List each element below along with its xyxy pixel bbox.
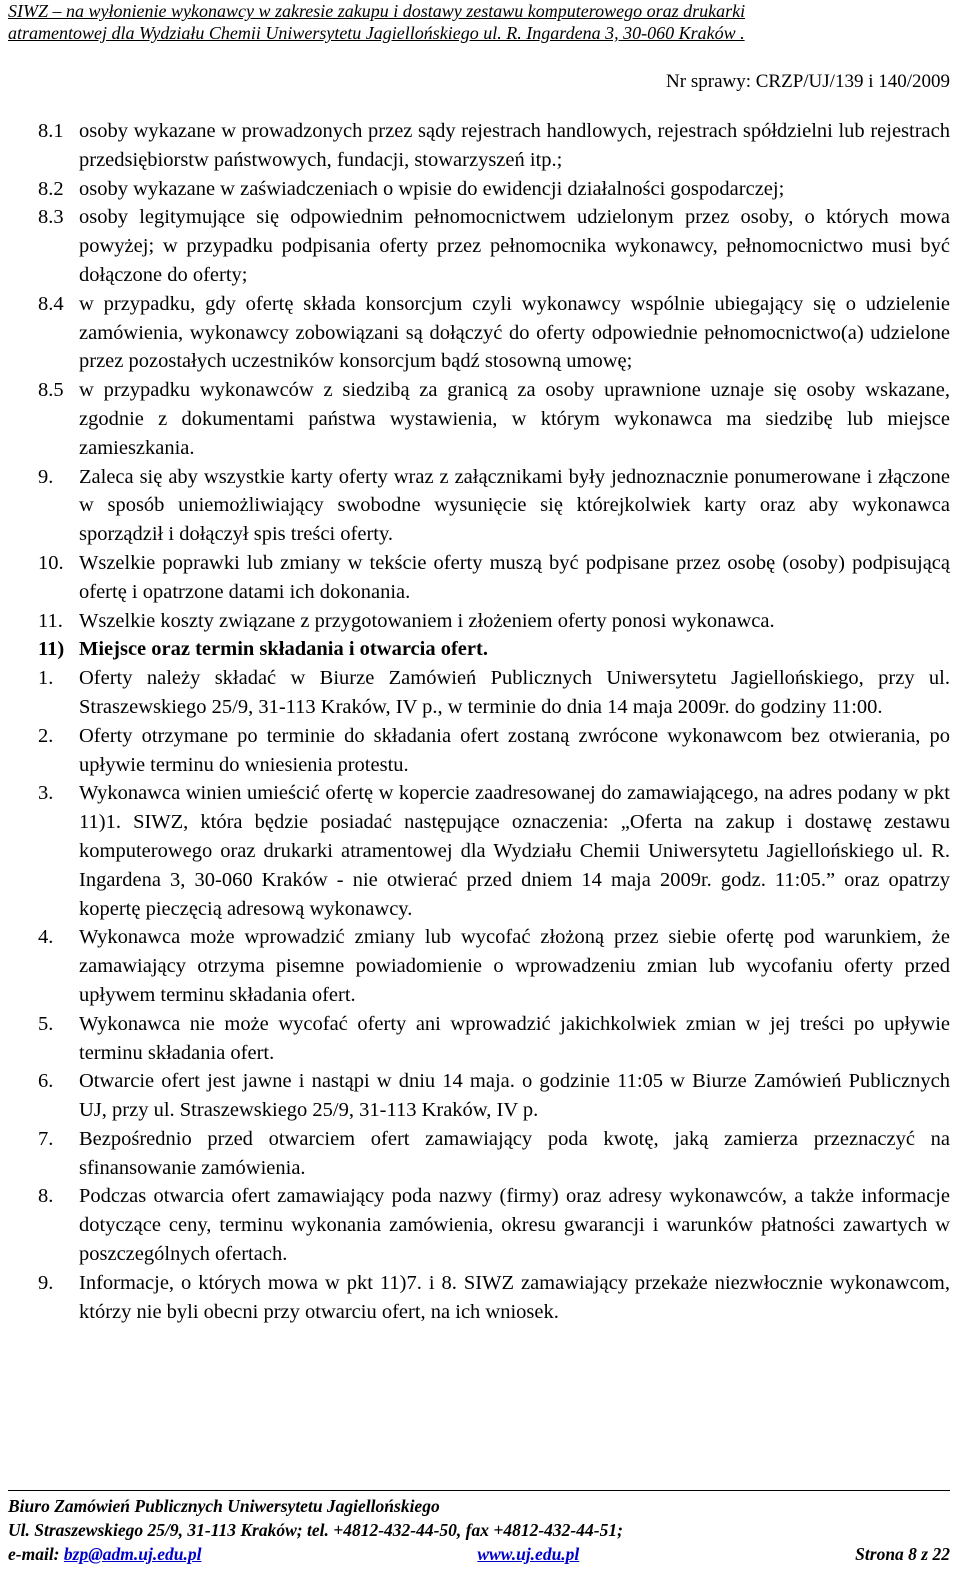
list-item: 7. Bezpośrednio przed otwarciem ofert zamawiający poda kwotę, jaką zamierza przeznaczyć na sfinansowanie zamówienia. <box>38 1127 950 1179</box>
list-item: 11. Wszelkie koszty związane z przygotowaniem i złożeniem oferty ponosi wykonawca. <box>38 609 775 632</box>
list-item: 10. Wszelkie poprawki lub zmiany w tekście oferty muszą być podpisane przez osobę (osoby) podpisującą ofertę i opatrzone datami ich dokonania. <box>38 551 950 603</box>
email-link[interactable]: bzp@adm.uj.edu.pl <box>63 1544 202 1564</box>
list-item: 5. Wykonawca nie może wycofać oferty ani wprowadzić jakichkolwiek zmian w jej treści po upływie terminu składania ofert. <box>38 1012 950 1064</box>
list-item: 8.4 w przypadku, gdy ofertę składa konsorcjum czyli wykonawcy wspólnie ubiegający się o udzielenie zamówienia, wykonawcy zobowiązani są dołączyć do oferty odpowiednie pełnomocnictwo(a) udzielone przez pozostałych uczestników konsorcjum bądź stosowną umowę; <box>38 292 950 373</box>
list-item: 3. Wykonawca winien umieścić ofertę w kopercie zaadresowanej do zamawiającego, na adres podany w pkt 11)1. SIWZ, która będzie posiadać następujące oznaczenia: „Oferta na zakup i dostawę zestawu komputerowego oraz drukarki atramentowej dla Wydziału Chemii Uniwersytetu Jagiellońskiego ul. R. Ingardena 3, 30-060 Kraków - nie otwierać przed dniem 14 maja 2009r. godz. 11:05.” oraz opatrzy kopertę pieczęcią adresową wykonawcy. <box>38 782 950 920</box>
list-item: 2. Oferty otrzymane po terminie do składania ofert zostaną zwrócone wykonawcom bez otwierania, po upływie terminu do wniesienia protestu. <box>38 724 950 776</box>
list-item: 4. Wykonawca może wprowadzić zmiany lub wycofać złożoną przez siebie ofertę pod warunkiem, że zamawiający otrzyma pisemne powiadomienie o wprowadzeniu zmian lub wycofaniu oferty przed upływem terminu składania ofert. <box>38 926 950 1006</box>
section-heading: 11) Miejsce oraz termin składania i otwarcia ofert. <box>38 638 488 661</box>
page-footer <box>8 1490 950 1566</box>
footer-office-name: Biuro Zamówień Publicznych Uniwersytetu Jagiellońskiego <box>8 1496 440 1516</box>
list-item: 9. Zaleca się aby wszystkie karty oferty wraz z załącznikami były jednoznacznie ponumerowane i złączone w sposób uniemożliwiający swobodne wysunięcie się którejkolwiek karty oraz aby wykonawca sporządził i dołączył spis treści oferty. <box>38 465 950 546</box>
footer-email-label: e-mail: <box>8 1544 60 1564</box>
list-item: 8.5 w przypadku wykonawców z siedzibą za granicą za osoby uprawnione uznaje się osoby wskazane, zgodnie z dokumentami państwa wystawienia, w którym wykonawca ma siedzibę lub miejsce zamieszkania. <box>38 379 950 459</box>
footer-address: Ul. Straszewskiego 25/9, 31-113 Kraków; tel. +4812-432-44-50, fax +4812-432-44-51; <box>8 1520 623 1540</box>
list-item: 8.3 osoby legitymujące się odpowiednim pełnomocnictwem udzielonym przez osoby, o których mowa powyżej; w przypadku podpisania oferty przez pełnomocnika wykonawcy, pełnomocnictwo musi być dołączone do oferty; <box>38 206 950 286</box>
list-item: 9. Informacje, o których mowa w pkt 11)7. i 8. SIWZ zamawiający przekaże niezwłocznie wykonawcom, którzy nie byli obecni przy otwarciu ofert, na ich wniosek. <box>38 1271 950 1323</box>
list-item: 1. Oferty należy składać w Biurze Zamówień Publicznych Uniwersytetu Jagiellońskiego, przy ul. Straszewskiego 25/9, 31-113 Kraków, IV p., w terminie do dnia 14 maja 2009r. do godziny 11:00. <box>38 667 950 718</box>
list-item: 8. Podczas otwarcia ofert zamawiający poda nazwy (firmy) oraz adresy wykonawców, a także informacje dotyczące ceny, terminu wykonania zamówienia, okresu gwarancji i warunków płatności zawartych w poszczególnych ofertach. <box>38 1185 950 1266</box>
header-line-2: atramentowej dla Wydziału Chemii Uniwersytetu Jagiellońskiego ul. R. Ingardena 3, 30-060 Kraków . <box>8 23 745 43</box>
header-line-1: SIWZ – na wyłonienie wykonawcy w zakresie zakupu i dostawy zestawu komputerowego oraz drukarki <box>8 1 746 21</box>
running-header <box>8 0 952 44</box>
document-body <box>38 117 950 1326</box>
case-number: Nr sprawy: CRZP/UJ/139 i 140/2009 <box>666 71 950 92</box>
footer-email-group <box>8 1542 201 1566</box>
list-item: 6. Otwarcie ofert jest jawne i nastąpi w dniu 14 maja. o godzinie 11:05 w Biurze Zamówień Publicznych UJ, przy ul. Straszewskiego 25/9, 31-113 Kraków, IV p. <box>38 1070 950 1122</box>
website-link[interactable]: www.uj.edu.pl <box>477 1544 580 1564</box>
footer-contact-row <box>8 1542 950 1566</box>
list-item: 8.1 osoby wykazane w prowadzonych przez sądy rejestrach handlowych, rejestrach spółdzielni lub rejestrach przedsiębiorstw państwowych, fundacji, stowarzyszeń itp.; <box>38 120 950 171</box>
page-number: Strona 8 z 22 <box>855 1544 950 1564</box>
list-item: 8.2 osoby wykazane w zaświadczeniach o wpisie do ewidencji działalności gospodarczej; <box>38 177 785 200</box>
